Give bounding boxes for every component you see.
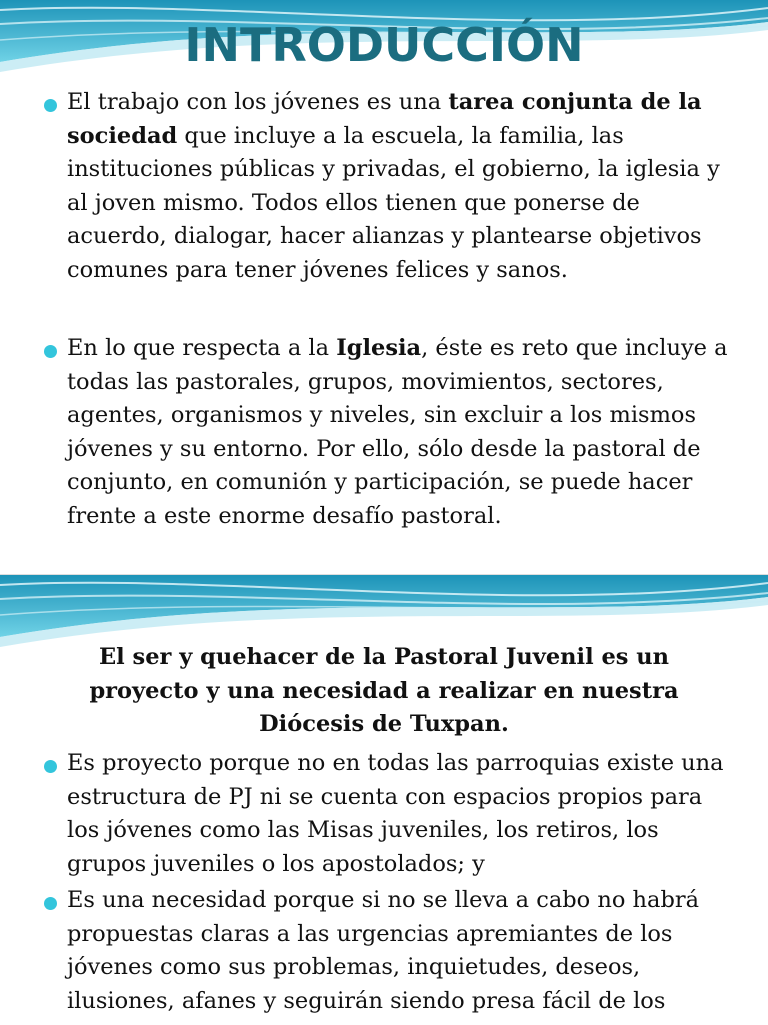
bullet-text: , éste es reto que incluye a todas las pastorales, grupos, movimientos, sectores, agentes, organismos y niveles, sin excluir a los mismos jóvenes y su entorno. Por ello, sólo desde la pastoral de conjunto, en comunión y participación, se puede hacer frente a este enorme desafío pastoral. (67, 335, 728, 529)
list-item (0, 747, 768, 881)
list-item (0, 86, 768, 287)
bullet-text: que incluye a la escuela, la familia, las instituciones públicas y privadas, el gobierno, la iglesia y al joven mismo. Todos ellos tienen que ponerse de acuerdo, dialogar, hacer alianzas y plantearse objetivos comunes para tener jóvenes felices y sanos. (67, 122, 720, 283)
list-item (0, 332, 768, 533)
intro-bullet-list-2 (0, 332, 768, 533)
bullet-bold-text: Iglesia (336, 335, 422, 361)
bullet-bold-text: tarea conjunta de la sociedad (67, 89, 702, 149)
bullet-text: El trabajo con los jóvenes es una (67, 89, 449, 115)
bullet-icon (44, 760, 57, 773)
bullet-text: Es una necesidad porque si no se lleva a cabo no habrá propuestas claras a las urgencias apremiantes de los jóvenes como sus problemas, inquietudes, deseos, ilusiones, afanes y seguirán siendo presa fácil de los (67, 887, 700, 1014)
slide-2 (0, 574, 768, 1025)
intro-bullet-list (0, 86, 768, 287)
bullet-text: Es proyecto porque no en todas las parroquias existe una estructura de PJ ni se cuenta con espacios propios para los jóvenes como las Misas juveniles, los retiros, los grupos juveniles o los apostolados; y (67, 750, 724, 877)
bullet-icon (44, 897, 57, 910)
bullet-icon (44, 99, 57, 112)
bullet-text: En lo que respecta a la (67, 335, 337, 361)
slide-heading: El ser y quehacer de la Pastoral Juvenil es un proyecto y una necesidad a realizar en nuestra Diócesis de Tuxpan. (89, 644, 679, 737)
pastoral-bullet-list (0, 747, 768, 1021)
bullet-icon (44, 345, 57, 358)
list-item (0, 884, 768, 1018)
slide-title: INTRODUCCIÓN (184, 18, 584, 72)
